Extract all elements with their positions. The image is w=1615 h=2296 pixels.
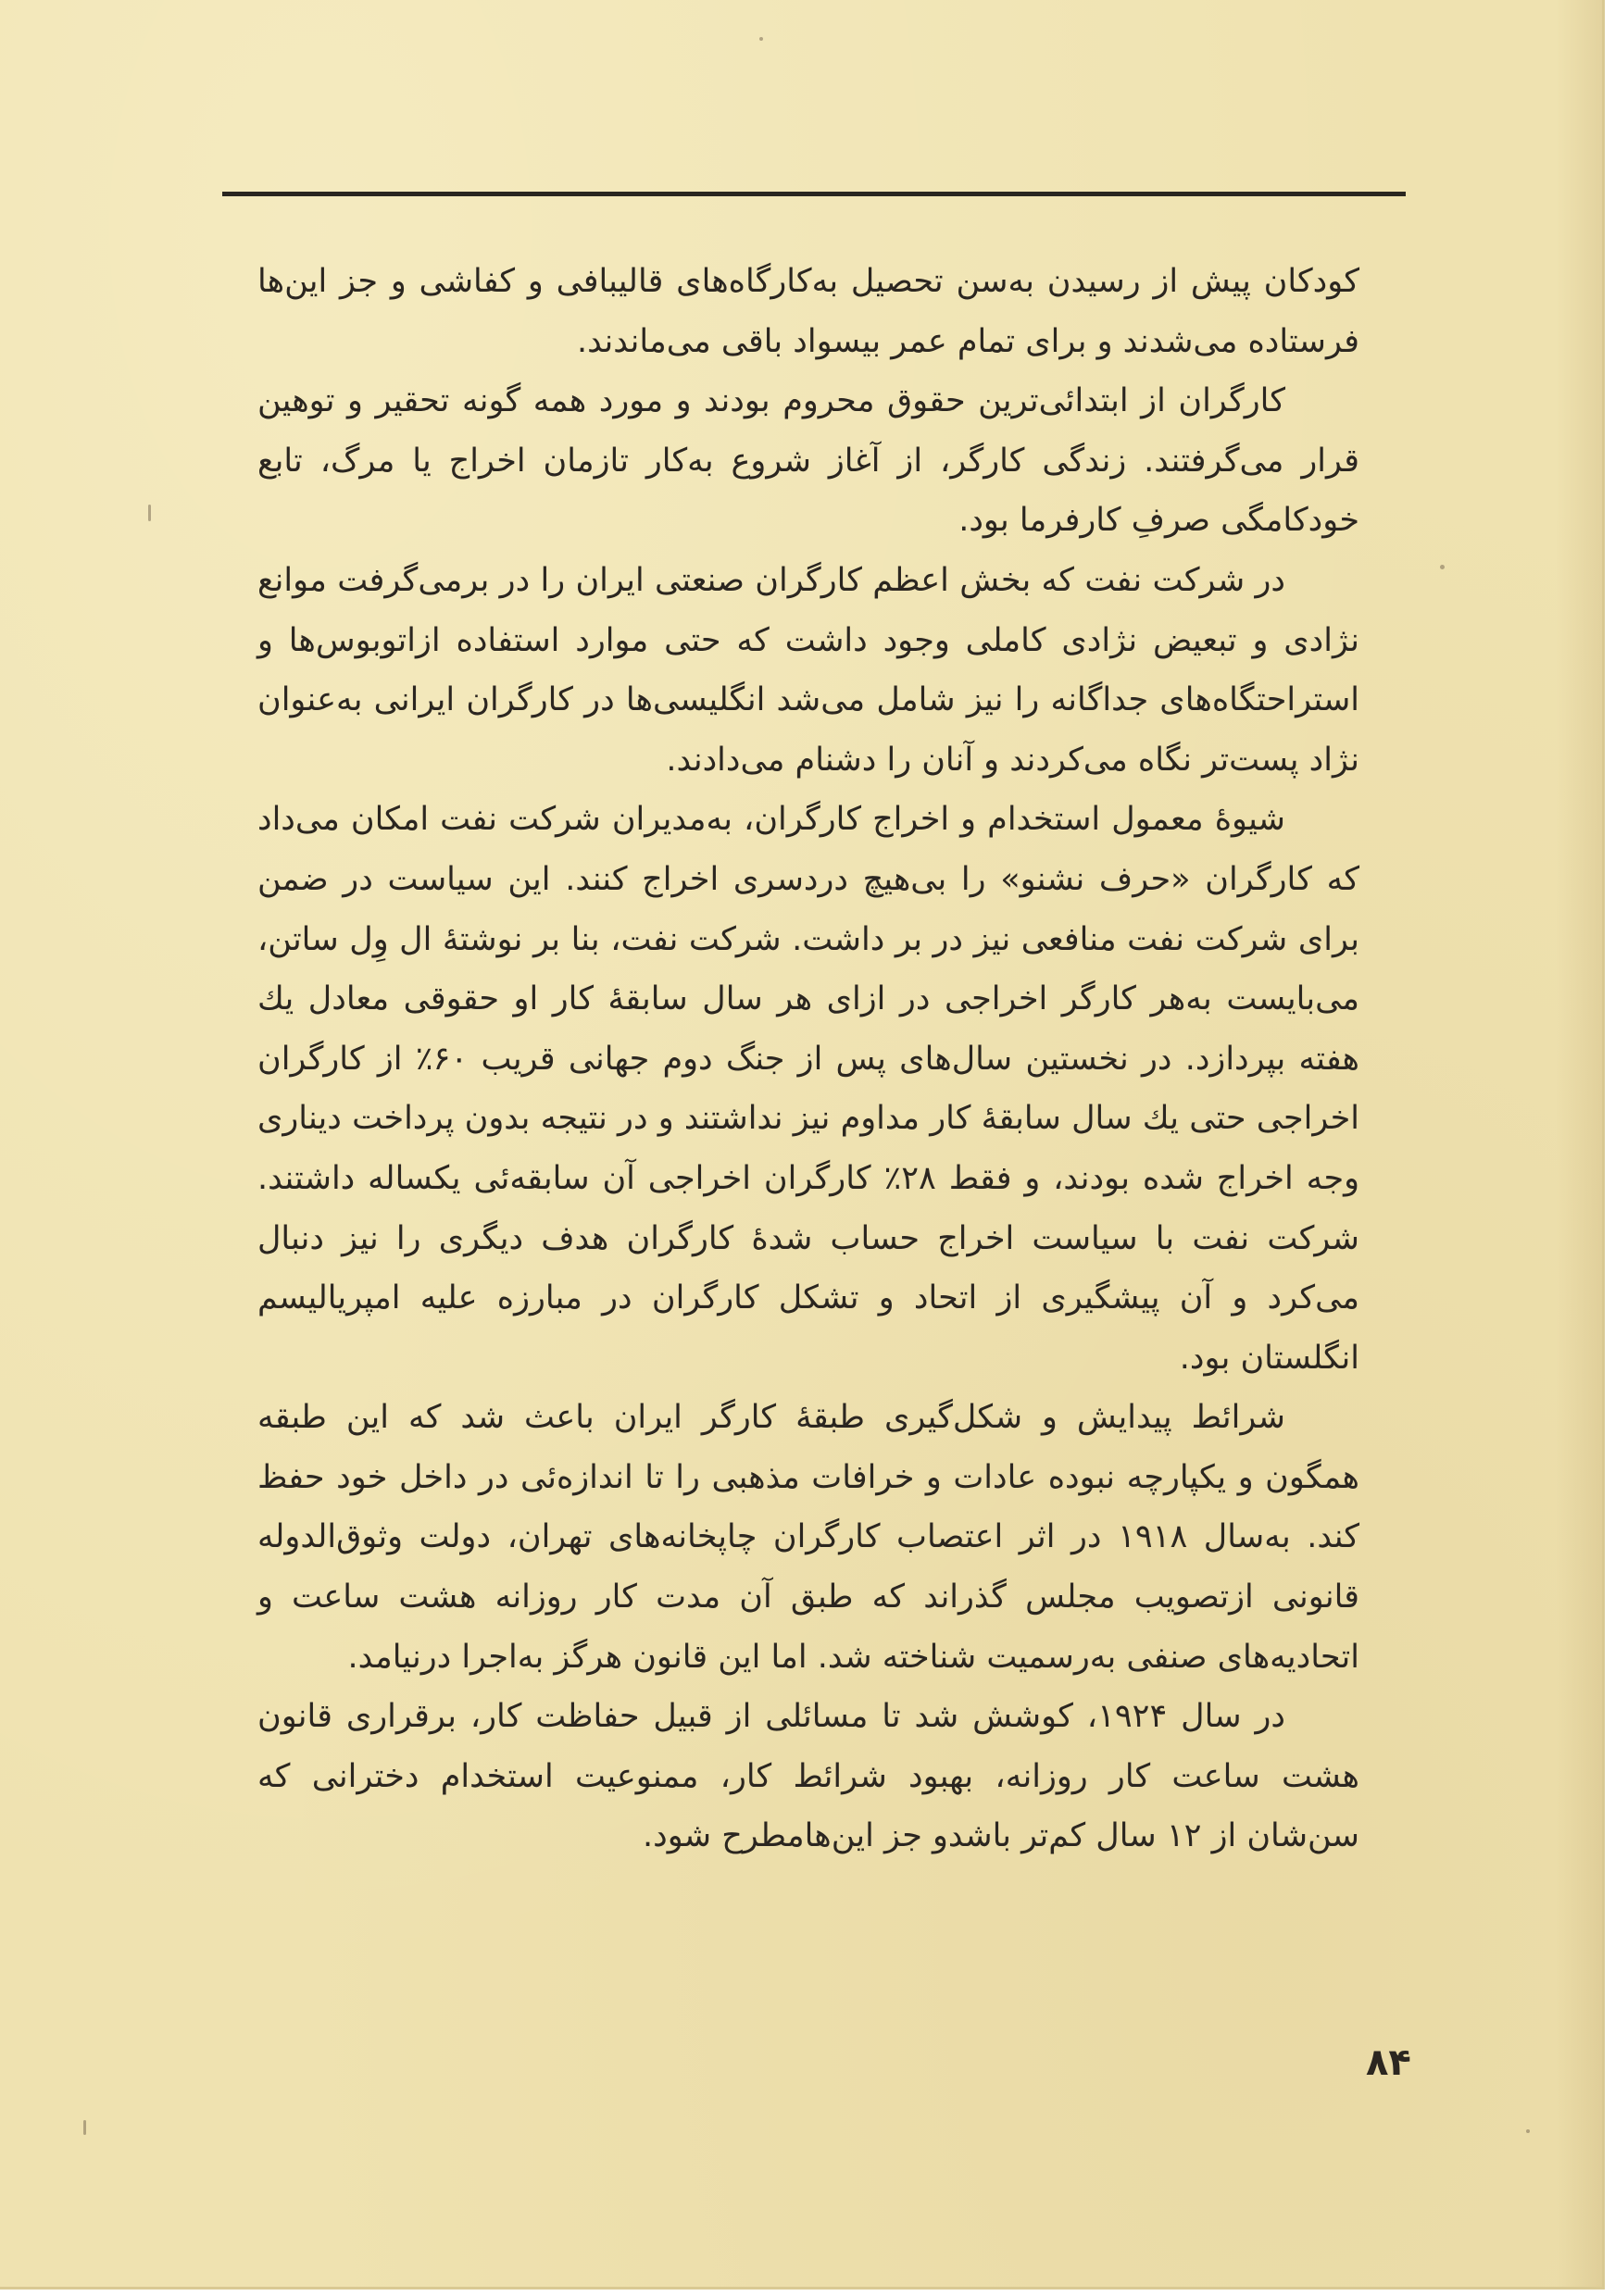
body-text [257,252,1359,1866]
paragraph-5: شرائط پیدایش و شکل‌گیری طبقهٔ کارگر ایران باعث شد که این طبقه همگون و یکپارچه نبوده عادات و خرافات مذهبی را تا اندازه‌ئی در داخل خود حفظ کند. به‌سال ۱۹۱۸ در اثر اعتصاب کارگران چاپخانه‌های تهران، دولت وثوق‌الدوله قانونی ازتصویب مجلس گذراند که طبق آن مدت کار روزانه هشت ساعت و اتحادیه‌های صنفی به‌رسمیت شناخته شد. اما این قانون هرگز به‌اجرا درنیامد. [257,1399,1359,1676]
paper-speck [148,505,151,521]
page-number: ۸۴ [1366,2041,1411,2084]
paragraph-1: کودکان پیش از رسیدن به‌سن تحصیل به‌کارگاه‌های قالیبافی و کفاشی و جز این‌ها فرستاده می‌شدند و برای تمام عمر بیسواد باقی می‌ماندند. [257,263,1359,360]
paragraph-4: شیوهٔ معمول استخدام و اخراج کارگران، به‌مدیران شرکت نفت امکان می‌داد که کارگران «حرف نشنو» را بی‌هیچ دردسری اخراج کنند. این سیاست در ضمن برای شرکت نفت منافعی نیز در بر داشت. شرکت نفت، بنا بر نوشتهٔ ال وِل ساتن، می‌بایست به‌هر کارگر اخراجی در ازای هر سال سابقهٔ کار او حقوقی معادل یك هفته بپردازد. در نخستین سال‌های پس از جنگ دوم جهانی قریب ۶۰٪ از کارگران اخراجی حتی یك سال سابقهٔ کار مداوم نیز نداشتند و در نتیجه بدون پرداخت دیناری وجه اخراج شده بودند، و فقط ۲۸٪ کارگران اخراجی آن سابقه‌ئی یکساله داشتند. شرکت نفت با سیاست اخراج حساب شدهٔ کارگران هدف دیگری را نیز دنبال می‌کرد و آن پیشگیری از اتحاد و تشکل کارگران در مبارزه علیه امپریالیسم انگلستان بود. [257,801,1359,1377]
paragraph-2: کارگران از ابتدائی‌ترین حقوق محروم بودند و مورد همه گونه تحقیر و توهین قرار می‌گرفتند. زندگی کارگر، از آغاز شروع به‌کار تازمان اخراج یا مرگ، تابع خودکامگی صرفِ کارفرما بود. [257,382,1359,540]
paper-speck [759,37,763,41]
page-edge-shadow [1556,0,1602,2287]
paper-speck [1526,2129,1530,2133]
paragraph-3: در شرکت نفت که بخش اعظم کارگران صنعتی ایران را در برمی‌گرفت موانع نژادی و تبعیض نژادی کاملی وجود داشت که حتی موارد استفاده ازاتوبوس‌ها و استراحتگاه‌های جداگانه را نیز شامل می‌شد انگلیسی‌ها در کارگران ایرانی به‌عنوان نژاد پست‌تر نگاه می‌کردند و آنان را دشنام می‌دادند. [257,561,1359,779]
paragraph-6: در سال ۱۹۲۴، کوشش شد تا مسائلی از قبیل حفاظت کار، برقراری قانون هشت ساعت کار روزانه، بهبود شرائط کار، ممنوعیت استخدام دخترانی که سن‌شان از ۱۲ سال کم‌تر باشدو جز این‌هامطرح شود. [257,1698,1359,1855]
header-rule [222,192,1406,196]
paper-speck [83,2120,86,2135]
paper-speck [1440,565,1445,569]
